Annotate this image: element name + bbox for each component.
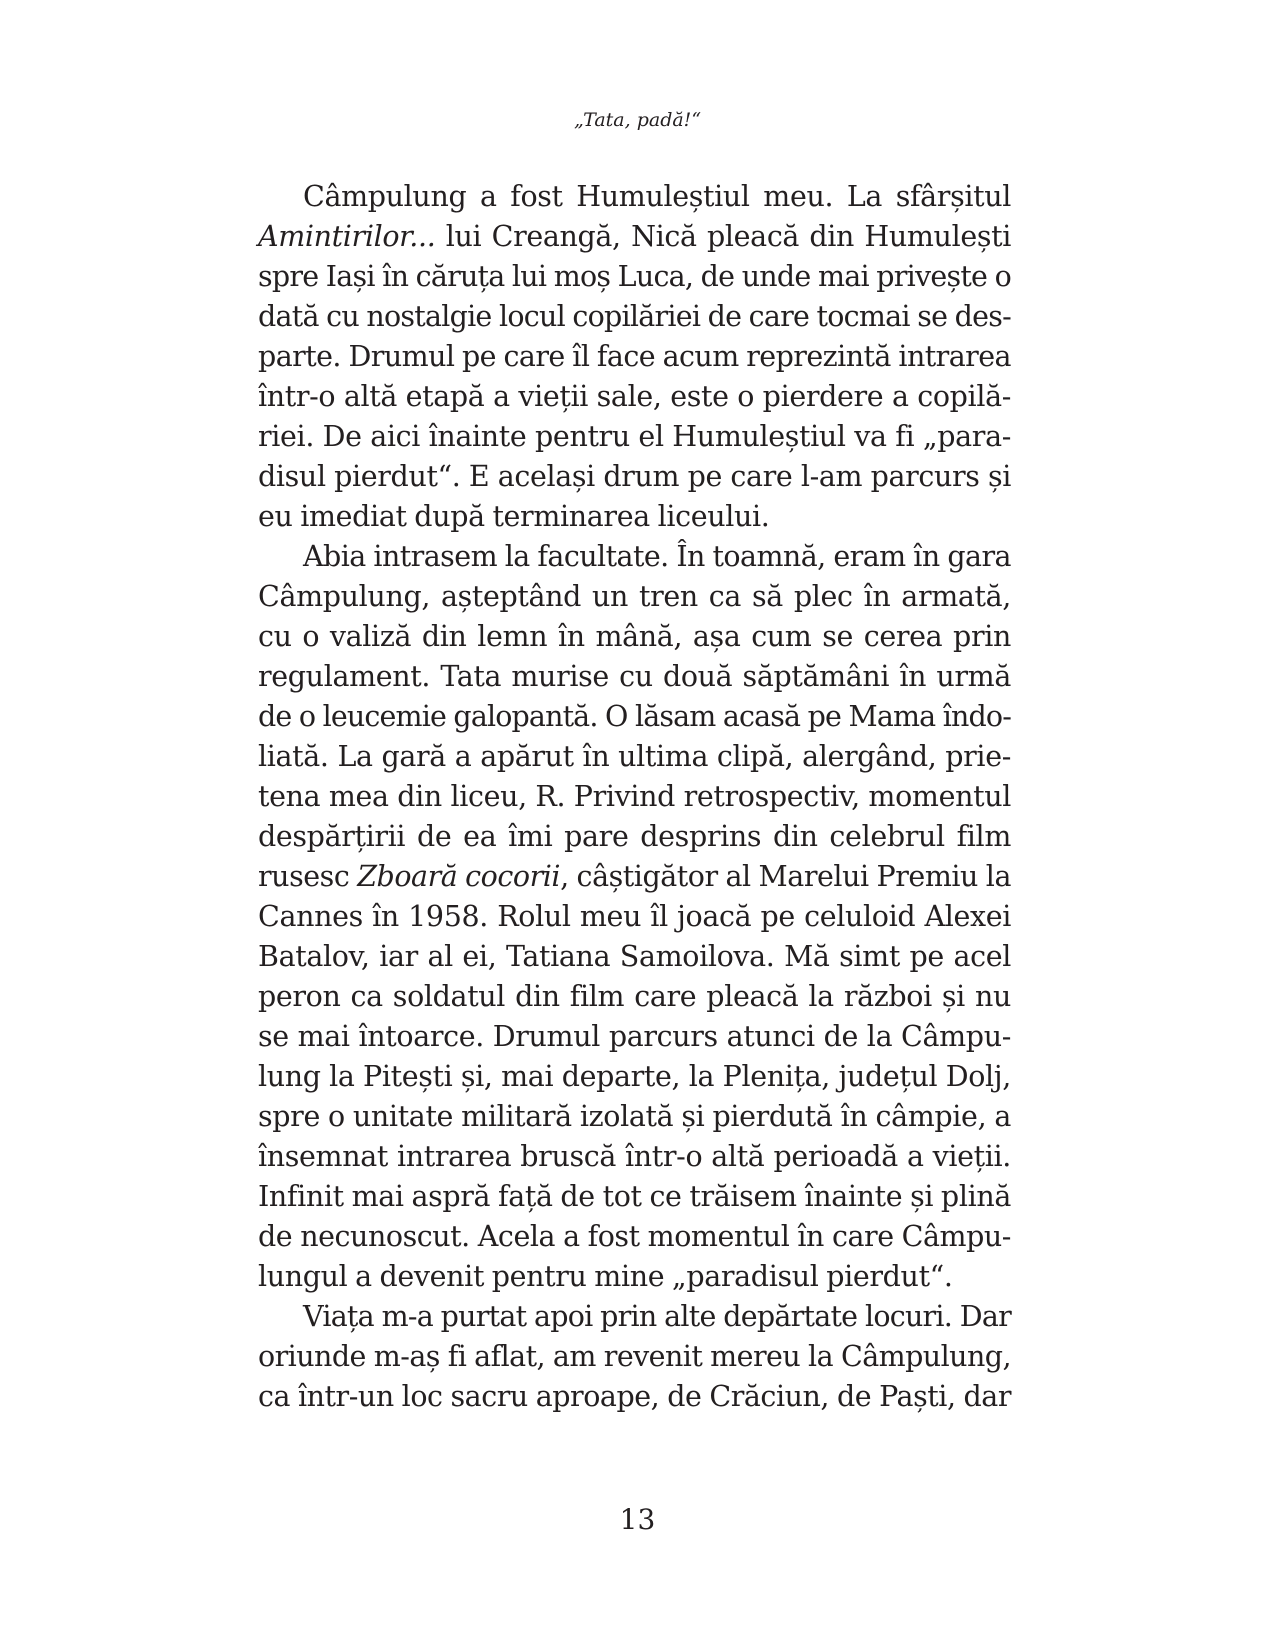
text-line: de o leucemie galopantă. O lăsam acasă pe Mama îndo- (258, 700, 1011, 733)
page-number: 13 (619, 1503, 656, 1536)
text-line: ca într-un loc sacru aproape, de Crăciun, de Paști, dar (258, 1380, 1011, 1413)
text-line: cu o valiză din lemn în mână, așa cum se cerea prin (258, 620, 1011, 653)
text-line: parte. Drumul pe care îl face acum reprezintă intrarea (258, 340, 1011, 373)
text-line: Abia intrasem la facultate. În toamnă, eram în gara (303, 540, 1011, 573)
text-line: Cannes în 1958. Rolul meu îl joacă pe celuloid Alexei (258, 900, 1011, 933)
text-line: eu imediat după terminarea liceului. (258, 500, 770, 533)
text-line: dată cu nostalgie locul copilăriei de care tocmai se des- (258, 300, 1011, 333)
text-line: regulament. Tata murise cu două săptămâni în urmă (258, 660, 1011, 693)
text-line: spre Iași în căruța lui moș Luca, de unde mai privește o (258, 260, 1011, 293)
text-line: spre o unitate militară izolată și pierdută în câmpie, a (258, 1100, 1011, 1133)
paragraph-3 (258, 1297, 1011, 1417)
text-line: liată. La gară a apărut în ultima clipă, alergând, prie- (258, 740, 1011, 773)
text-line: Amintirilor... lui Creangă, Nică pleacă din Humulești (258, 220, 1011, 253)
paragraph-1 (258, 177, 1011, 537)
text-line: se mai întoarce. Drumul parcurs atunci de la Câmpu- (258, 1020, 1011, 1053)
paragraph-2 (258, 537, 1011, 1297)
film-title: Zboară cocorii (357, 860, 561, 893)
text-line: Batalov, iar al ei, Tatiana Samoilova. Mă simt pe acel (258, 940, 1011, 973)
text-line: de necunoscut. Acela a fost momentul în care Câmpu- (258, 1220, 1011, 1253)
text-line: însemnat intrarea bruscă într-o altă perioadă a vieții. (258, 1140, 1011, 1173)
text-line: oriunde m-aș fi aflat, am revenit mereu la Câmpulung, (258, 1340, 1011, 1373)
text-line: lungul a devenit pentru mine „paradisul pierdut“. (258, 1260, 953, 1293)
book-title: Amintirilor... (258, 220, 436, 253)
body-text (258, 177, 1011, 1417)
text-line: tena mea din liceu, R. Privind retrospectiv, momentul (258, 780, 1011, 813)
text-line: peron ca soldatul din film care pleacă la război și nu (258, 980, 1011, 1013)
text-line: Câmpulung, așteptând un tren ca să plec în armată, (258, 580, 1011, 613)
text-line: Viața m-a purtat apoi prin alte depărtate locuri. Dar (303, 1300, 1011, 1333)
text-line: Infinit mai aspră față de tot ce trăisem înainte și plină (258, 1180, 1011, 1213)
text-line: despărțirii de ea îmi pare desprins din celebrul film (258, 820, 1011, 853)
text-line: Câmpulung a fost Humuleștiul meu. La sfârșitul (303, 180, 1011, 213)
text-line: riei. De aici înainte pentru el Humuleștiul va fi „para- (258, 420, 1011, 453)
text-line: lung la Pitești și, mai departe, la Plenița, județul Dolj, (258, 1060, 1011, 1093)
text-line: disul pierdut“. E același drum pe care l-am parcurs și (258, 460, 1011, 493)
text-line: rusesc Zboară cocorii, câștigător al Marelui Premiu la (258, 860, 1012, 893)
running-head: „Tata, padă!“ (573, 109, 702, 131)
text-line: într-o altă etapă a vieții sale, este o pierdere a copilă- (258, 380, 1011, 413)
